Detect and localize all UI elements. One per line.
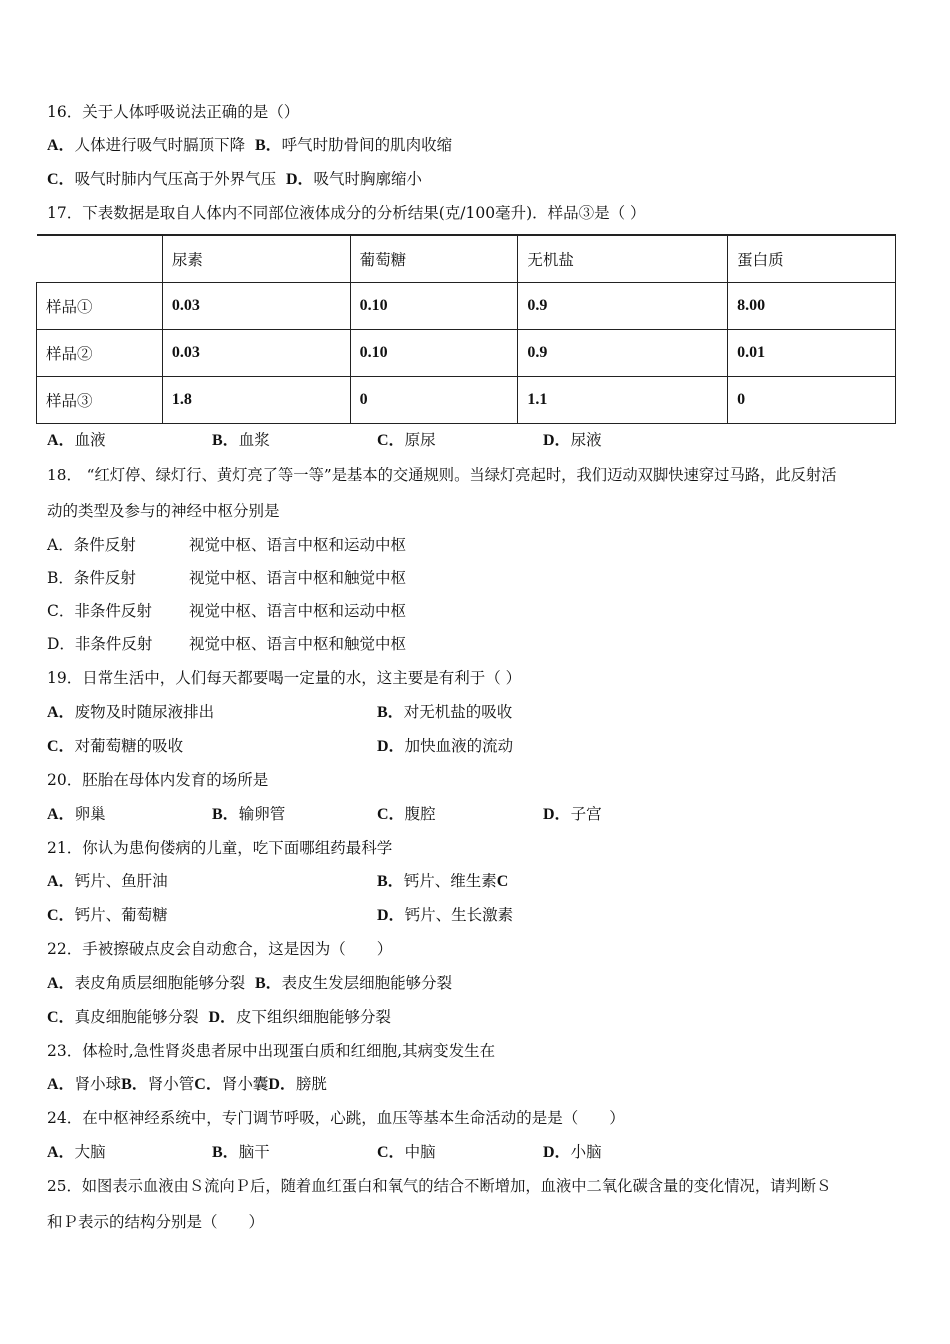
q22-a-label: A． <box>47 975 75 992</box>
table-header-cell <box>37 235 163 283</box>
q25-stem-line1: 25．如图表示血液由Ｓ流向Ｐ后，随着血红蛋白和氧气的结合不断增加，血液中二氧化碳含量的变化情况，请判断Ｓ <box>47 1177 832 1195</box>
option-label: A．条件反射 <box>47 536 136 554</box>
option-label: D． <box>377 738 405 755</box>
q20-option-d <box>543 804 602 825</box>
option-label: B． <box>377 873 404 890</box>
row-label: 样品② <box>37 330 163 377</box>
q21-option-a <box>47 871 168 892</box>
option-text: 对葡萄糖的吸收 <box>74 737 184 755</box>
option-text: 膀胱 <box>295 1075 327 1093</box>
q18-option-d-text: 视觉中枢、语言中枢和触觉中枢 <box>189 635 407 653</box>
option-label: A． <box>47 704 75 721</box>
q22-b-label: B． <box>254 975 282 992</box>
option-text: 加快血液的流动 <box>404 737 514 755</box>
option-text-suffix: C <box>496 873 509 890</box>
option-label: B．条件反射 <box>47 569 136 587</box>
q22-d-text: 皮下组织细胞能够分裂 <box>236 1008 392 1026</box>
q18-option-c <box>47 601 152 621</box>
q21-stem: 21．你认为患佝偻病的儿童，吃下面哪组药最科学 <box>47 839 393 857</box>
table-cell: 0.10 <box>350 330 518 377</box>
option-text: 血液 <box>74 431 106 449</box>
option-text: 腹腔 <box>404 805 436 823</box>
option-label: D． <box>543 1144 571 1161</box>
q22-d-label: D． <box>208 1009 236 1026</box>
table-cell: 0.03 <box>162 283 350 330</box>
option-label: D． <box>377 907 405 924</box>
q24-option-b <box>212 1142 270 1163</box>
q18-stem-line2: 动的类型及参与的神经中枢分别是 <box>47 502 280 520</box>
option-text: 钙片、鱼肝油 <box>74 872 168 890</box>
table-header-row <box>37 235 896 283</box>
q20-option-a <box>47 804 106 825</box>
option-text: 脑干 <box>238 1143 270 1161</box>
option-label: A． <box>47 806 75 823</box>
q22-c-label: C． <box>47 1009 75 1026</box>
q18-option-a-text: 视觉中枢、语言中枢和运动中枢 <box>189 536 407 554</box>
option-label: C． <box>377 1144 405 1161</box>
option-label: C．非条件反射 <box>47 602 152 620</box>
q24-stem: 24．在中枢神经系统中，专门调节呼吸，心跳，血压等基本生命活动的是是（ ） <box>47 1109 625 1127</box>
q22-b-text: 表皮生发层细胞能够分裂 <box>281 974 453 992</box>
q17-option-a <box>47 430 106 451</box>
q17-option-d <box>543 430 602 451</box>
q21-option-c <box>47 905 168 926</box>
q18-option-a <box>47 535 136 555</box>
q24-option-a <box>47 1142 106 1163</box>
option-text: 子宫 <box>570 805 602 823</box>
table-cell: 1.8 <box>162 377 350 424</box>
q16-a-label: A． <box>47 137 75 154</box>
option-text: 大脑 <box>74 1143 106 1161</box>
table-header-cell: 蛋白质 <box>728 235 896 283</box>
option-text: 血浆 <box>238 431 270 449</box>
option-text: 肾小球 <box>74 1075 122 1093</box>
q24-option-d <box>543 1142 602 1163</box>
q20-option-b <box>212 804 285 825</box>
row-label: 样品③ <box>37 377 163 424</box>
row-label: 样品① <box>37 283 163 330</box>
option-text: 卵巢 <box>74 805 106 823</box>
table-cell: 0.03 <box>162 330 350 377</box>
option-text: 尿液 <box>570 431 602 449</box>
option-label: D． <box>543 432 571 449</box>
table-cell: 0 <box>728 377 896 424</box>
q21-option-b <box>377 871 508 892</box>
option-label: B． <box>212 806 239 823</box>
q16-options-line2 <box>47 169 422 190</box>
table-cell: 0.9 <box>518 330 728 377</box>
option-text: 小脑 <box>570 1143 602 1161</box>
q19-option-a <box>47 702 214 723</box>
q16-options-line1 <box>47 135 452 156</box>
option-label: C． <box>377 432 405 449</box>
option-label: A． <box>47 873 75 890</box>
q16-a-text: 人体进行吸气时膈顶下降 <box>74 136 246 154</box>
option-text: 废物及时随尿液排出 <box>74 703 215 721</box>
q25-stem-line2: 和Ｐ表示的结构分别是（ ） <box>47 1213 265 1231</box>
q18-stem-line1: 18． “红灯停、绿灯行、黄灯亮了等一等”是基本的交通规则。当绿灯亮起时，我们迈动双脚快速穿过马路，此反射活 <box>47 466 837 484</box>
option-text: 钙片、维生素 <box>403 872 497 890</box>
q22-options-line2 <box>47 1007 391 1028</box>
table-row <box>37 330 896 377</box>
option-text: 肾小管 <box>147 1075 195 1093</box>
option-text: 肾小囊 <box>221 1075 269 1093</box>
table-row <box>37 283 896 330</box>
option-text: 对无机盐的吸收 <box>403 703 513 721</box>
q20-stem: 20．胚胎在母体内发育的场所是 <box>47 771 269 789</box>
table-cell: 8.00 <box>728 283 896 330</box>
table-cell: 0.01 <box>728 330 896 377</box>
q22-c-text: 真皮细胞能够分裂 <box>74 1008 199 1026</box>
option-label: A． <box>47 1144 75 1161</box>
option-label: B． <box>121 1076 148 1093</box>
q20-option-c <box>377 804 436 825</box>
option-text: 输卵管 <box>238 805 286 823</box>
q19-stem: 19．日常生活中，人们每天都要喝一定量的水，这主要是有利于（ ） <box>47 669 522 687</box>
q16-b-label: B． <box>254 137 282 154</box>
q17-option-c <box>377 430 436 451</box>
option-text: 钙片、生长激素 <box>404 906 514 924</box>
q17-stem: 17．下表数据是取自人体内不同部位液体成分的分析结果(克/100毫升)．样品③是（ ） <box>47 204 646 222</box>
table-header-cell: 葡萄糖 <box>350 235 518 283</box>
q24-option-c <box>377 1142 436 1163</box>
option-label: B． <box>212 1144 239 1161</box>
option-text: 钙片、葡萄糖 <box>74 906 168 924</box>
table-cell: 0 <box>350 377 518 424</box>
q17-option-b <box>212 430 270 451</box>
q22-stem: 22．手被擦破点皮会自动愈合，这是因为（ ） <box>47 940 393 958</box>
q16-c-label: C． <box>47 171 75 188</box>
option-text: 中脑 <box>404 1143 436 1161</box>
table-row <box>37 377 896 424</box>
q19-option-d <box>377 736 513 757</box>
q23-stem: 23．体检时,急性肾炎患者尿中出现蛋白质和红细胞,其病变发生在 <box>47 1042 496 1060</box>
q23-options <box>47 1074 327 1095</box>
option-text: 原尿 <box>404 431 436 449</box>
q18-option-c-text: 视觉中枢、语言中枢和运动中枢 <box>189 602 407 620</box>
q16-d-label: D． <box>285 171 314 188</box>
table-cell: 0.10 <box>350 283 518 330</box>
option-label: C． <box>47 738 75 755</box>
option-label: C． <box>194 1076 222 1093</box>
option-label: D． <box>543 806 571 823</box>
option-label: C． <box>47 907 75 924</box>
table-cell: 1.1 <box>518 377 728 424</box>
option-label: D．非条件反射 <box>47 635 153 653</box>
q18-option-b-text: 视觉中枢、语言中枢和触觉中枢 <box>189 569 407 587</box>
option-label: A． <box>47 432 75 449</box>
composition-table <box>36 234 896 424</box>
table-header-cell: 尿素 <box>162 235 350 283</box>
option-label: A． <box>47 1076 75 1093</box>
option-label: B． <box>212 432 239 449</box>
q16-c-text: 吸气时肺内气压高于外界气压 <box>74 170 277 188</box>
q16-stem: 16．关于人体呼吸说法正确的是（） <box>47 103 300 121</box>
q22-a-text: 表皮角质层细胞能够分裂 <box>74 974 246 992</box>
q18-option-b <box>47 568 136 588</box>
option-label: C． <box>377 806 405 823</box>
q19-option-c <box>47 736 183 757</box>
q18-option-d <box>47 634 152 654</box>
option-label: D． <box>268 1076 296 1093</box>
q21-option-d <box>377 905 513 926</box>
q16-b-text: 呼气时肋骨间的肌肉收缩 <box>281 136 453 154</box>
table-cell: 0.9 <box>518 283 728 330</box>
option-label: B． <box>377 704 404 721</box>
table-header-cell: 无机盐 <box>518 235 728 283</box>
q16-d-text: 吸气时胸廓缩小 <box>313 170 423 188</box>
q19-option-b <box>377 702 512 723</box>
q22-options-line1 <box>47 973 452 994</box>
